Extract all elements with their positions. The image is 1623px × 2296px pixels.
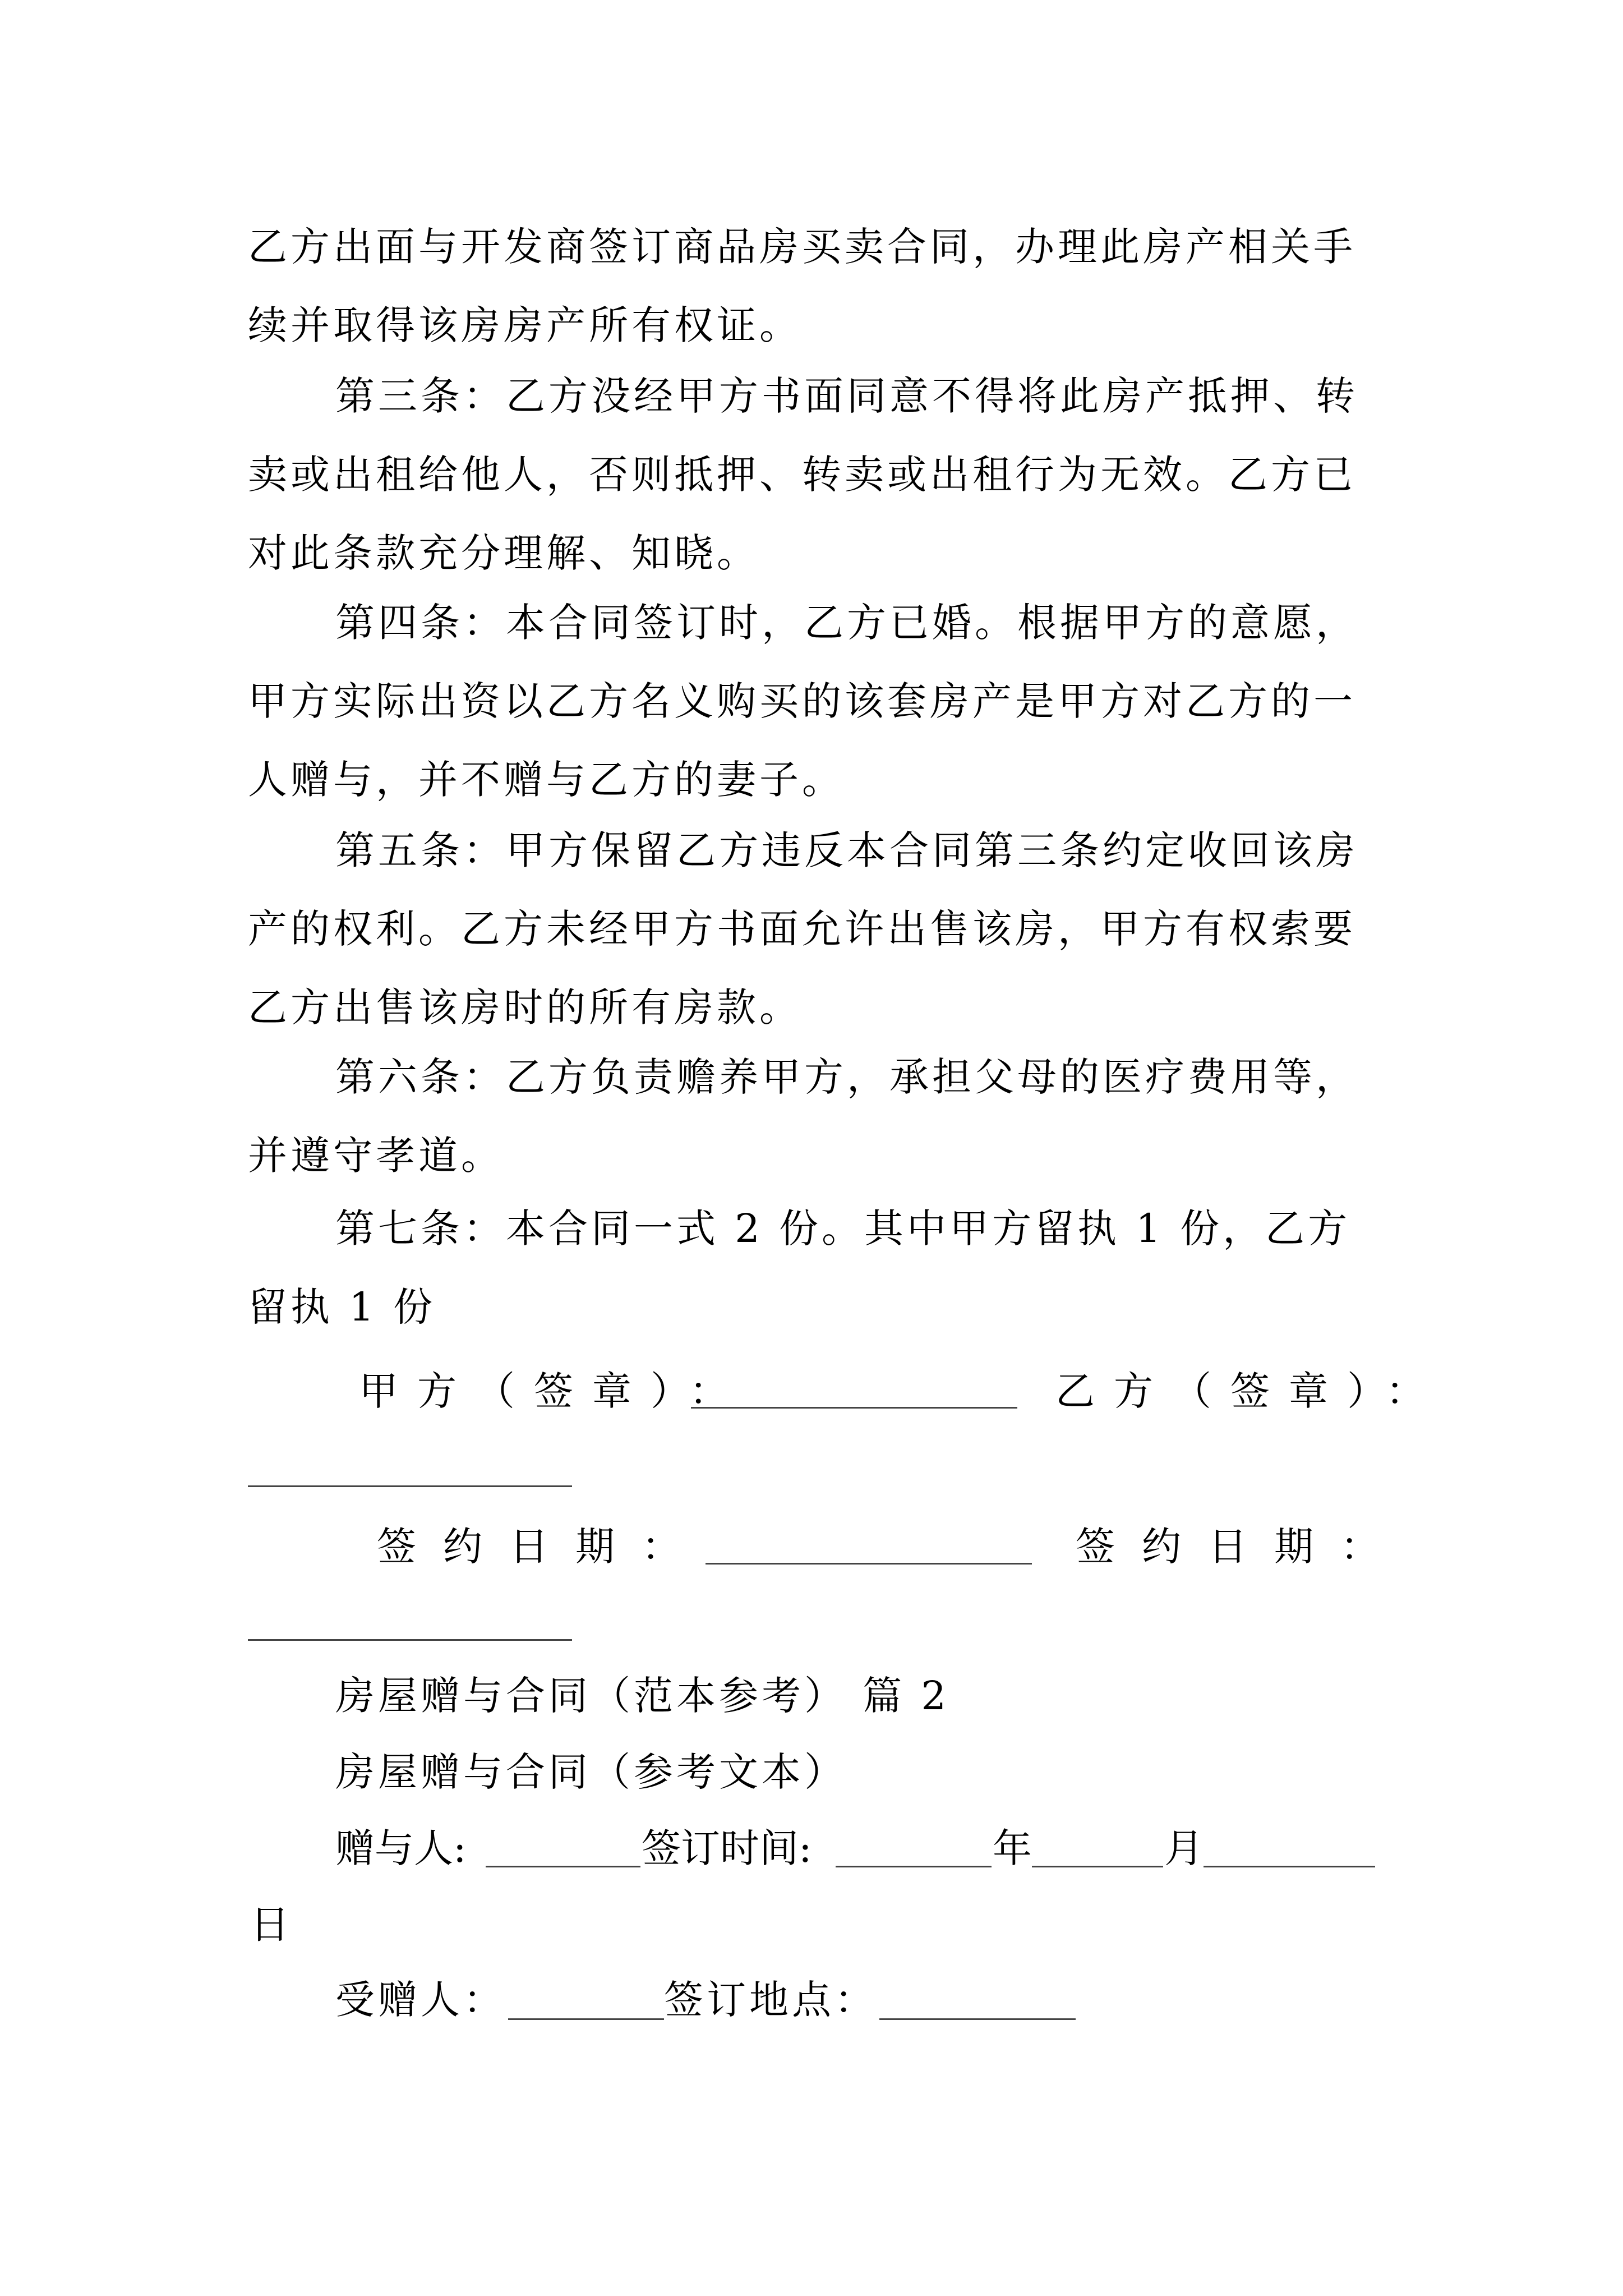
article-7: 第七条：本合同一式 2 份。其中甲方留执 1 份，乙方留执 1 份 [248,1205,1351,1330]
donor-label: 赠与人: [335,1825,467,1871]
year-field[interactable] [836,1866,992,1867]
article-3: 第三条：乙方没经甲方书面同意不得将此房产抵押、转卖或出租给他人，否则抵押、转卖或出租行为无效。乙方已对此条款充分理解、知晓。 [248,373,1358,576]
donee-field[interactable] [508,2018,664,2020]
article-4: 第四条：本合同签订时，乙方已婚。根据甲方的意愿，甲方实际出资以乙方名义购买的该套房产是甲方对乙方的一人赠与，并不赠与乙方的妻子。 [248,600,1358,803]
party-b-signature-line[interactable] [248,1485,572,1487]
section-2-subtitle: 房屋赠与合同（参考文本） [335,1749,847,1795]
month-field[interactable] [1032,1866,1163,1867]
party-a-signature-label: 甲方（签章）： [359,1368,748,1414]
paragraph-continuation: 乙方出面与开发商签订商品房买卖合同，办理此房产相关手续并取得该房房产所有权证。 [248,224,1356,348]
sign-time-label: 签订时间: [642,1825,812,1871]
sign-place-label: 签订地点： [664,1977,877,2023]
day-field[interactable] [1204,1866,1375,1867]
year-label: 年 [993,1825,1032,1871]
month-label: 月 [1164,1825,1204,1871]
section-2-title: 房屋赠与合同（范本参考） 篇 2 [335,1673,950,1719]
article-6: 第六条：乙方负责赡养甲方，承担父母的医疗费用等，并遵守孝道。 [248,1054,1358,1179]
day-label: 日 [250,1902,289,1948]
article-5: 第五条：甲方保留乙方违反本合同第三条约定收回该房产的权利。乙方未经甲方书面允许出售该房，甲方有权索要乙方出售该房时的所有房款。 [248,827,1358,1030]
party-a-date-line[interactable] [706,1563,1032,1565]
donee-label: 受赠人： [335,1977,506,2023]
sign-place-field[interactable] [879,2018,1076,2020]
party-b-date-label: 签约日期： [1076,1524,1407,1570]
party-b-date-line[interactable] [248,1639,572,1641]
donor-field[interactable] [486,1866,640,1867]
party-a-signature-line[interactable] [691,1407,1017,1409]
party-b-signature-label: 乙方（签章）： [1055,1368,1444,1414]
party-a-date-label: 签约日期： [377,1524,708,1570]
